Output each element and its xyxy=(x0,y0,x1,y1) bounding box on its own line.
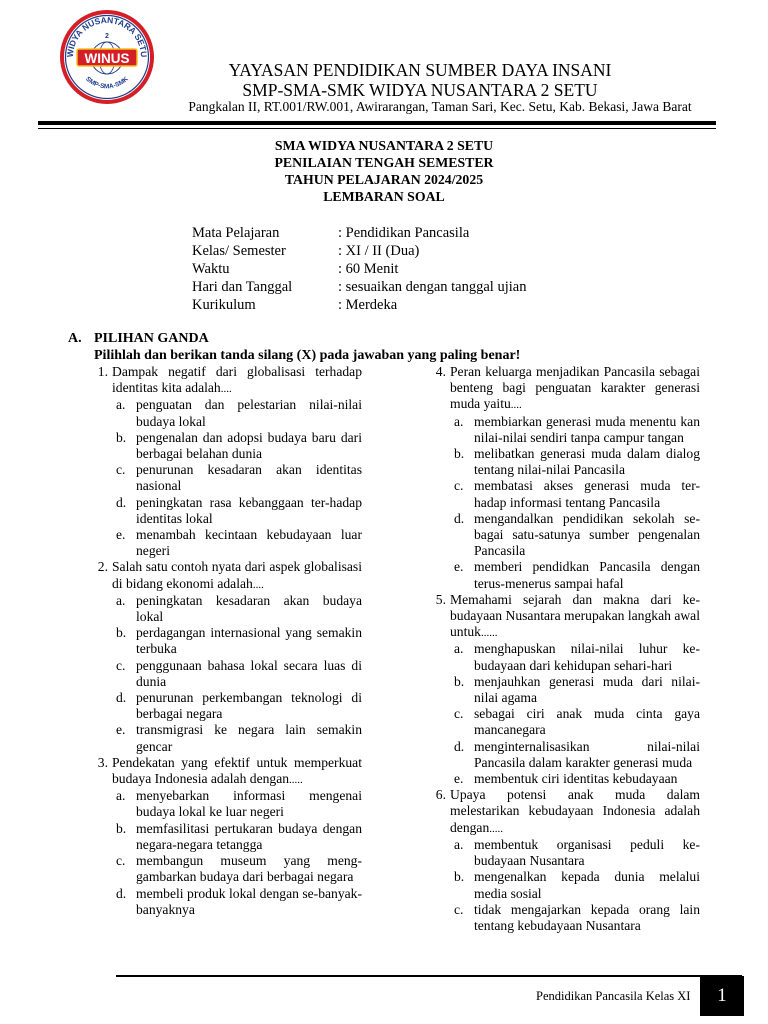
option-text: menjauhkan generasi muda dari nilai-nilai agama xyxy=(474,673,700,706)
question-text xyxy=(450,364,700,414)
question-text xyxy=(450,787,700,837)
question-dots: ..... xyxy=(289,774,303,787)
question-text-body: Memahami sejarah dan makna dari ke-budayaan Nusantara merupakan langkah awal untuk xyxy=(450,591,700,640)
logo-text-top: WIDYA NUSANTARA SETU xyxy=(64,14,150,58)
header-rule-thin xyxy=(38,128,716,129)
question-number: 3. xyxy=(97,754,108,770)
question-number: 6. xyxy=(435,787,446,803)
question-item xyxy=(424,364,700,592)
answer-option xyxy=(112,886,362,918)
footer-subject: Pendidikan Pancasila Kelas XI xyxy=(536,989,691,1003)
option-letter: c. xyxy=(454,478,464,494)
option-text: memfasilitasi pertukaran budaya dengan negara-negara tetangga xyxy=(136,820,362,852)
answer-option xyxy=(112,527,362,559)
option-letter: c. xyxy=(454,901,464,917)
option-letter: a. xyxy=(116,592,126,608)
option-letter: c. xyxy=(116,853,126,869)
option-letter: d. xyxy=(116,494,127,510)
winus-logo-icon xyxy=(58,8,156,106)
info-label: Kurikulum xyxy=(192,297,256,313)
info-row xyxy=(192,278,526,296)
option-text: memberi pendidkan Pancasila dengan terus-menerus sampai hafal xyxy=(474,559,700,591)
logo-main-text: WINUS xyxy=(84,51,130,66)
option-text: tidak mengajarkan kepada orang lain tentang kebudayaan Nusantara xyxy=(474,901,700,933)
answer-option xyxy=(450,771,700,787)
info-value: : 60 Menit xyxy=(338,261,399,277)
answer-option xyxy=(112,397,362,429)
answer-option xyxy=(112,495,362,527)
answer-option xyxy=(450,902,700,934)
option-letter: c. xyxy=(116,657,126,673)
foundation-name: YAYASAN PENDIDIKAN SUMBER DAYA INSANI xyxy=(228,60,612,80)
school-logo xyxy=(58,8,156,106)
question-stem xyxy=(424,364,700,414)
question-number: 2. xyxy=(97,559,108,575)
answer-option xyxy=(112,462,362,494)
answer-option xyxy=(112,821,362,853)
info-row xyxy=(192,224,526,242)
option-letter: b. xyxy=(454,673,465,689)
option-text: mengandalkan pendidikan sekolah se-bagai satu-satunya sumber pengenalan Pancasila xyxy=(474,510,700,559)
info-value: : Pendidikan Pancasila xyxy=(338,225,470,241)
option-letter: e. xyxy=(454,771,464,787)
answer-option xyxy=(450,837,700,869)
option-text: menghapuskan nilai-nilai luhur ke-budayaan dari kehidupan sehari-hari xyxy=(474,641,700,673)
option-letter: b. xyxy=(454,869,465,885)
option-letter: b. xyxy=(116,625,127,641)
answer-option xyxy=(450,414,700,446)
school-address: Pangkalan II, RT.001/RW.001, Awirarangan, Taman Sari, Kec. Setu, Kab. Bekasi, Jawa Barat xyxy=(188,99,692,114)
answer-option xyxy=(450,706,700,738)
answer-options xyxy=(450,837,700,934)
logo-number: 2 xyxy=(105,33,109,40)
question-number: 1. xyxy=(97,364,108,379)
info-value: : XI / II (Dua) xyxy=(338,243,420,259)
doc-title-school: SMA WIDYA NUSANTARA 2 SETU xyxy=(274,138,494,153)
doc-title-year: TAHUN PELAJARAN 2024/2025 xyxy=(284,172,484,187)
section-heading xyxy=(68,330,209,347)
option-letter: e. xyxy=(454,559,464,575)
question-number: 5. xyxy=(435,591,446,607)
answer-options xyxy=(112,788,362,918)
option-letter: d. xyxy=(116,690,127,706)
answer-option xyxy=(450,674,700,706)
option-text: melibatkan generasi muda dalam dialog tentang nilai-nilai Pancasila xyxy=(474,446,700,478)
answer-option xyxy=(112,430,362,462)
answer-options xyxy=(112,397,362,559)
question-text xyxy=(112,755,362,788)
option-letter: d. xyxy=(116,885,127,901)
option-letter: a. xyxy=(116,788,126,804)
question-text-body: Pendekatan yang efektif untuk memperkuat budaya Indonesia adalah dengan xyxy=(112,754,362,787)
option-text: membeli produk lokal dengan se-banyak-banyaknya xyxy=(136,885,362,917)
answer-options xyxy=(450,414,700,592)
option-text: penurunan kesadaran akan identitas nasional xyxy=(136,462,362,494)
option-letter: a. xyxy=(454,641,464,657)
answer-option xyxy=(112,788,362,820)
info-row xyxy=(192,260,526,278)
school-group-name: SMP-SMA-SMK WIDYA NUSANTARA 2 SETU xyxy=(242,80,598,100)
option-text: pengenalan dan adopsi budaya baru dari berbagai belahan dunia xyxy=(136,429,362,462)
answer-options xyxy=(112,593,362,755)
question-dots: .... xyxy=(252,578,264,591)
question-text-body: Salah satu contoh nyata dari aspek globalisasi di bidang ekonomi adalah xyxy=(112,559,362,591)
option-text: transmigrasi ke negara lain semakin gencar xyxy=(136,722,362,754)
questions-right-column xyxy=(424,364,700,934)
question-stem xyxy=(424,787,700,837)
option-text: sebagai ciri anak muda cinta gaya mancanegara xyxy=(474,706,700,738)
option-text: membangun museum yang meng-gambarkan budaya dari berbagai negara xyxy=(136,853,362,885)
page-number: 1 xyxy=(700,976,744,1016)
question-item xyxy=(86,755,362,918)
doc-title-sheet: LEMBARAN SOAL xyxy=(323,189,445,204)
question-stem xyxy=(86,755,362,788)
answer-option xyxy=(450,478,700,510)
doc-title-exam: PENILAIAN TENGAH SEMESTER xyxy=(274,155,494,170)
option-letter: d. xyxy=(454,738,465,754)
option-letter: d. xyxy=(454,510,465,526)
question-item xyxy=(86,559,362,754)
option-text: peningkatan rasa kebanggaan ter-hadap identitas lokal xyxy=(136,494,362,526)
option-letter: c. xyxy=(116,462,126,478)
exam-info xyxy=(192,224,526,314)
option-letter: c. xyxy=(454,706,464,722)
question-stem xyxy=(424,592,700,642)
option-text: penguatan dan pelestarian nilai-nilai budaya lokal xyxy=(136,397,362,429)
question-item xyxy=(424,592,700,787)
option-text: peningkatan kesadaran akan budaya lokal xyxy=(136,592,362,625)
info-value: : sesuaikan dengan tanggal ujian xyxy=(338,279,527,295)
option-text: membentuk organisasi peduli ke-budayaan Nusantara xyxy=(474,836,700,869)
question-dots: .... xyxy=(220,383,232,396)
option-letter: b. xyxy=(116,429,127,445)
info-row xyxy=(192,242,526,260)
option-text: perdagangan internasional yang semakin terbuka xyxy=(136,625,362,657)
option-text: menambah kecintaan kebudayaan luar negeri xyxy=(136,527,362,559)
answer-option xyxy=(450,641,700,673)
section-title: PILIHAN GANDA xyxy=(94,331,209,346)
questions-left-column xyxy=(86,364,362,918)
option-letter: a. xyxy=(454,836,464,852)
answer-option xyxy=(112,853,362,885)
option-text: penurunan perkembangan teknologi di berbagai negara xyxy=(136,690,362,722)
info-label: Hari dan Tanggal xyxy=(192,279,293,295)
option-letter: b. xyxy=(454,446,465,462)
question-dots: ..... xyxy=(489,822,504,835)
option-text: menyebarkan informasi mengenai budaya lokal ke luar negeri xyxy=(136,788,362,820)
option-letter: b. xyxy=(116,820,127,836)
option-text: membatasi akses generasi muda ter-hadap informasi tentang Pancasila xyxy=(474,478,700,510)
info-label: Kelas/ Semester xyxy=(192,243,286,259)
answer-option xyxy=(112,658,362,690)
info-label: Waktu xyxy=(192,261,230,277)
option-text: membentuk ciri identitas kebudayaan xyxy=(474,771,678,787)
option-text: penggunaan bahasa lokal secara luas di dunia xyxy=(136,657,362,689)
section-letter: A. xyxy=(68,331,82,346)
answer-option xyxy=(450,511,700,560)
answer-option xyxy=(112,593,362,625)
section-instruction: Pilihlah dan berikan tanda silang (X) pada jawaban yang paling benar! xyxy=(94,348,521,363)
answer-option xyxy=(450,869,700,901)
answer-options xyxy=(450,641,700,787)
answer-option xyxy=(450,559,700,591)
option-letter: e. xyxy=(116,527,126,543)
info-row xyxy=(192,296,526,314)
question-item xyxy=(86,364,362,559)
option-letter: a. xyxy=(116,397,126,413)
question-text xyxy=(450,592,700,642)
question-text-body: Peran keluarga menjadikan Pancasila sebagai benteng bagi penguatan karakter generasi muda yaitu xyxy=(450,364,700,412)
answer-option xyxy=(112,690,362,722)
question-text-body: Dampak negatif dari globalisasi terhadap identitas kita adalah xyxy=(112,364,362,396)
answer-option xyxy=(450,446,700,478)
question-stem xyxy=(86,364,362,397)
option-text: mengenalkan kepada dunia melalui media sosial xyxy=(474,869,700,901)
option-letter: a. xyxy=(454,413,464,429)
question-text xyxy=(112,559,362,592)
question-text xyxy=(112,364,362,397)
option-letter: e. xyxy=(116,722,126,738)
answer-option xyxy=(112,722,362,754)
header-rule-thick xyxy=(38,121,716,125)
question-dots: ...... xyxy=(480,627,498,640)
footer-rule xyxy=(116,975,742,977)
question-dots: .... xyxy=(510,399,522,412)
question-stem xyxy=(86,559,362,592)
answer-option xyxy=(112,625,362,657)
info-value: : Merdeka xyxy=(338,297,398,313)
logo-text-bottom: SMP-SMA-SMK xyxy=(84,75,130,91)
info-label: Mata Pelajaran xyxy=(192,225,280,241)
answer-option xyxy=(450,739,700,771)
question-text-body: Upaya potensi anak muda dalam melestarikan kebudayaan Indonesia adalah dengan xyxy=(450,787,700,835)
option-text: membiarkan generasi muda menentu kan nilai-nilai sendiri tanpa campur tangan xyxy=(474,413,700,445)
question-number: 4. xyxy=(435,364,446,379)
option-text: menginternalisasikan nilai-nilai Pancasila dalam karakter generasi muda xyxy=(474,738,700,770)
question-item xyxy=(424,787,700,934)
